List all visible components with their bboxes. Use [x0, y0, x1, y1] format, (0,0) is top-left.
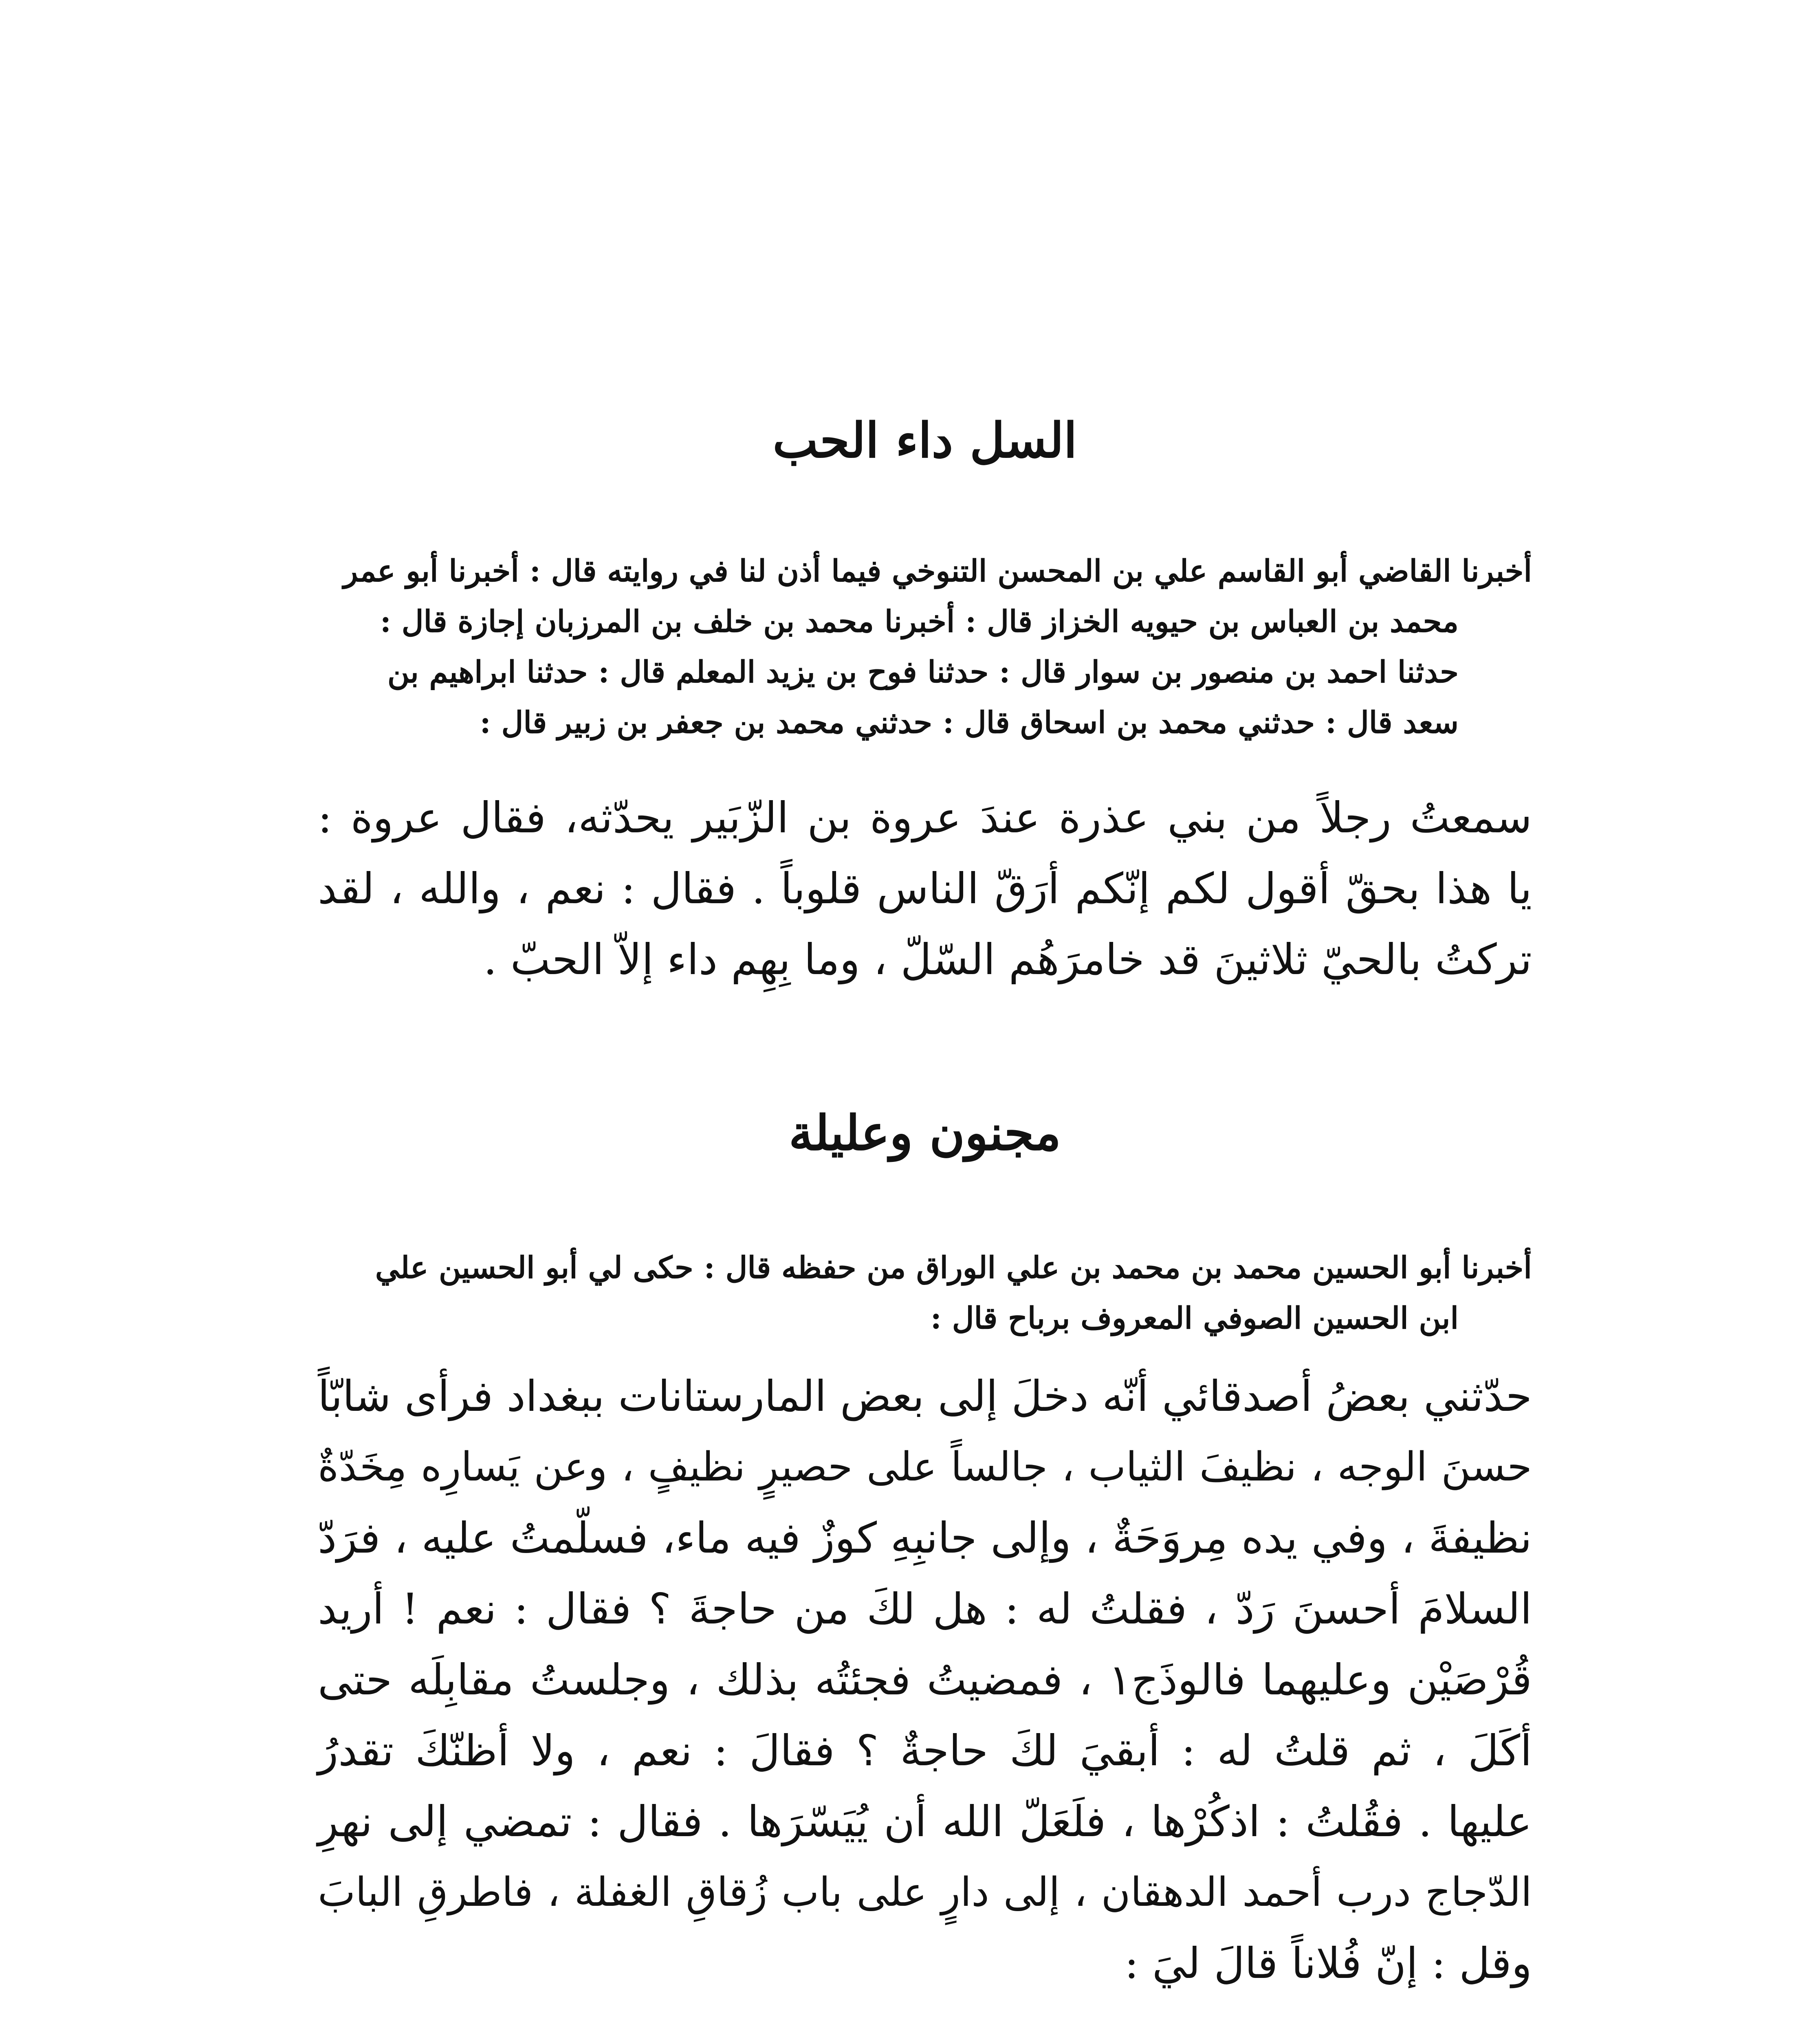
story-1-body	[318, 782, 1532, 995]
story-2-line-6: أكَلَ ، ثم قلتُ له : أبقيَ لكَ حاجةٌ ؟ فقالَ : نعم ، ولا أظنّكَ تقدرُ	[318, 1726, 1532, 1775]
story-2-line-7: عليها . فقُلتُ : اذكُرْها ، فلَعَلّ الله أن يُيَسّرَها . فقال : تمضي إلى نهرِ	[318, 1797, 1532, 1846]
story-2-line-1: حدّثني بعضُ أصدقائي أنّه دخلَ إلى بعض المارستانات ببغداد فرأى شابّاً	[318, 1371, 1532, 1421]
story-1-line-2: يا هذا بحقّ أقول لكم إنّكم أرَقّ الناس قلوباً . فقال : نعم ، والله ، لقد	[318, 864, 1532, 913]
isnad-2-line-1: أخبرنا أبو الحسين محمد بن محمد بن علي الوراق من حفظه قال : حكى لي أبو الحسين علي	[375, 1250, 1532, 1285]
isnad-1-line-1: أخبرنا القاضي أبو القاسم علي بن المحسن التنوخي فيما أذن لنا في روايته قال : أخبرنا أبو عمر	[343, 554, 1532, 589]
story-2-line-3: نظيفةَ ، وفي يده مِروَحَةٌ ، وإلى جانبِهِ كوزٌ فيه ماء، فسلّمتُ عليه ، فرَدّ	[318, 1513, 1532, 1563]
section-title-1: السل داء الحب	[772, 412, 1077, 469]
story-1-line-3: تركتُ بالحيّ ثلاثينَ قد خامرَهُم السّلّ ، وما بِهِم داء إلاّ الحبّ .	[483, 935, 1532, 984]
story-2-line-9: وقل : إنّ فُلاناً قالَ ليَ :	[1124, 1938, 1532, 1988]
isnad-1-line-3: حدثنا احمد بن منصور بن سوار قال : حدثنا فوح بن يزيد المعلم قال : حدثنا ابراهيم بن	[387, 655, 1459, 690]
story-1-line-1: سمعتُ رجلاً من بني عذرة عندَ عروة بن الزّبَير يحدّثه، فقال عروة :	[318, 793, 1532, 843]
story-2-line-4: السلامَ أحسنَ رَدّ ، فقلتُ له : هل لكَ من حاجةَ ؟ فقال : نعم ! أريد	[318, 1584, 1532, 1634]
isnad-1-line-4: سعد قال : حدثني محمد بن اسحاق قال : حدثني محمد بن جعفر بن زبير قال :	[480, 705, 1459, 740]
story-2-line-5: قُرْصَيْن وعليهما فالوذَج١ ، فمضيتُ فجئتُه بذلك ، وجلستُ مقابِلَه حتى	[318, 1655, 1532, 1705]
isnad-1	[318, 546, 1532, 748]
isnad-1-line-2: محمد بن العباس بن حيويه الخزاز قال : أخبرنا محمد بن خلف بن المرزبان إجازة قال :	[380, 604, 1459, 639]
section-title-2: مجنون وعليلة	[788, 1104, 1061, 1161]
isnad-2	[318, 1243, 1532, 1344]
story-2-body	[318, 1361, 1532, 1999]
story-2-line-2: حسنَ الوجه ، نظيفَ الثياب ، جالساً على حصيرٍ نظيفٍ ، وعن يَسارِه مِخَدّةٌ	[318, 1444, 1532, 1490]
isnad-2-line-2: ابن الحسين الصوفي المعروف برباح قال :	[930, 1301, 1459, 1336]
story-2-line-8: الدّجاج درب أحمد الدهقان ، إلى دارٍ على باب زُقاقِ الغفلة ، فاطرقِ البابَ	[318, 1869, 1532, 1916]
